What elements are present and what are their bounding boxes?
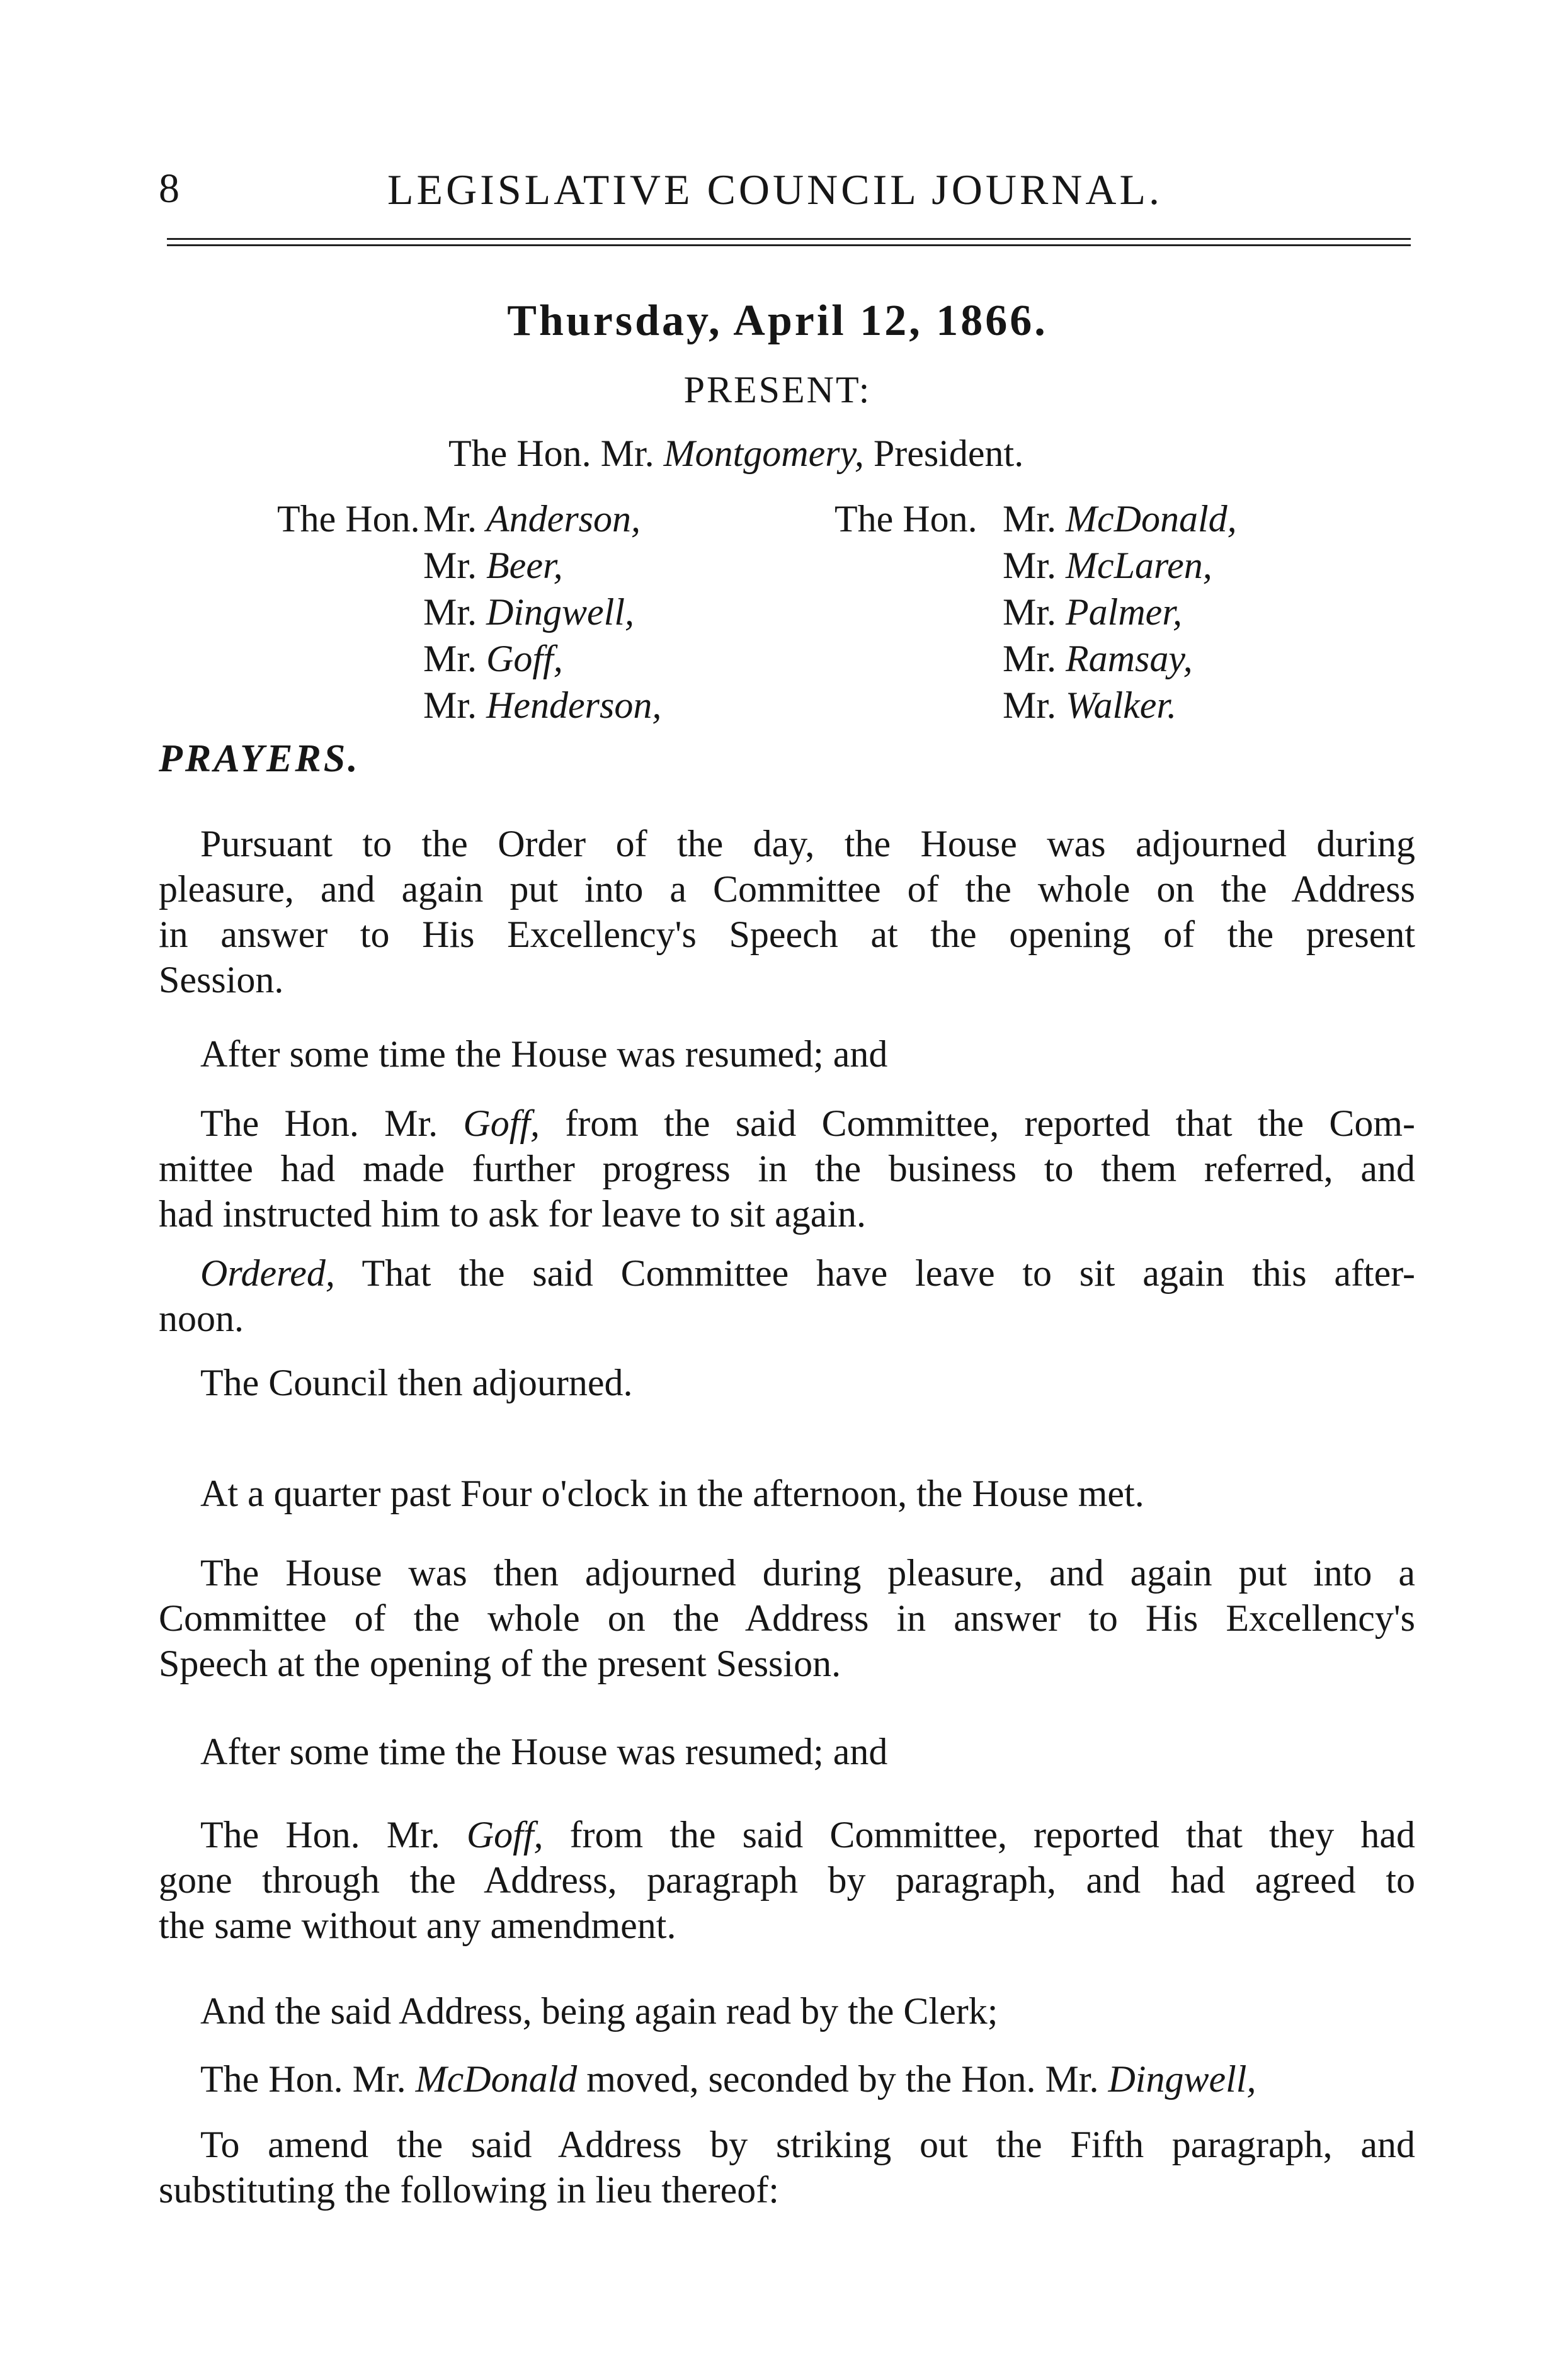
paragraph-line: pleasure, and again put into a Committee of the whole on the Address (159, 868, 1415, 910)
paragraph-line: The Hon. Mr. McDonald moved, seconded by the Hon. Mr. Dingwell, (200, 2058, 1256, 2100)
paragraph-line: Speech at the opening of the present Session. (159, 1643, 841, 1684)
member-entry: Mr. Dingwell, (423, 591, 635, 633)
members-left-prefix: The Hon. (277, 498, 420, 540)
paragraph-line: mittee had made further progress in the business to them referred, and (159, 1148, 1415, 1189)
paragraph-line: At a quarter past Four o'clock in the afternoon, the House met. (200, 1473, 1144, 1514)
header-rule-bottom (167, 244, 1411, 246)
paragraph-line: had instructed him to ask for leave to sit again. (159, 1193, 867, 1235)
member-entry: Mr. Palmer, (1003, 591, 1183, 633)
running-title: LEGISLATIVE COUNCIL JOURNAL. (387, 166, 1163, 213)
paragraph-line: in answer to His Excellency's Speech at the opening of the present (159, 914, 1415, 955)
paragraph-line: The Council then adjourned. (200, 1362, 633, 1403)
president-name: Montgomery, (663, 433, 864, 474)
paragraph-line: After some time the House was resumed; and (200, 1731, 888, 1772)
prayers-heading: PRAYERS. (159, 737, 360, 780)
paragraph-line: The Hon. Mr. Goff, from the said Committee, reported that they had (200, 1814, 1415, 1856)
paragraph-line: Ordered, That the said Committee have leave to sit again this after- (200, 1252, 1415, 1294)
member-entry: Mr. Walker. (1003, 684, 1177, 726)
member-entry: Mr. Goff, (423, 638, 563, 679)
paragraph-line: The Hon. Mr. Goff, from the said Committee, reported that the Com- (200, 1102, 1415, 1144)
member-entry: Mr. Beer, (423, 545, 563, 586)
paragraph-line: Committee of the whole on the Address in answer to His Excellency's (159, 1597, 1415, 1639)
paragraph-line: Pursuant to the Order of the day, the House was adjourned during (200, 823, 1415, 864)
paragraph-line: And the said Address, being again read by the Clerk; (200, 1990, 998, 2032)
present-label: PRESENT: (683, 369, 872, 411)
paragraph-line: substituting the following in lieu thereof: (159, 2169, 779, 2211)
page-number: 8 (159, 166, 179, 212)
members-right-prefix: The Hon. (834, 498, 977, 540)
member-entry: Mr. Anderson, (423, 498, 641, 540)
paragraph-line: gone through the Address, paragraph by paragraph, and had agreed to (159, 1859, 1415, 1901)
member-entry: Mr. McDonald, (1003, 498, 1237, 540)
member-entry: Mr. Henderson, (423, 684, 662, 726)
member-entry: Mr. McLaren, (1003, 545, 1212, 586)
paragraph-line: Session. (159, 959, 284, 1000)
paragraph-line: noon. (159, 1298, 244, 1339)
member-entry: Mr. Ramsay, (1003, 638, 1193, 679)
president-line: The Hon. Mr. Montgomery, President. (448, 433, 1024, 474)
paragraph-line: To amend the said Address by striking out the Fifth paragraph, and (200, 2124, 1415, 2165)
header-rule-top (167, 238, 1411, 240)
paragraph-line: After some time the House was resumed; and (200, 1033, 888, 1075)
sitting-date: Thursday, April 12, 1866. (507, 297, 1048, 345)
paragraph-line: The House was then adjourned during pleasure, and again put into a (200, 1552, 1415, 1594)
paragraph-line: the same without any amendment. (159, 1905, 676, 1946)
